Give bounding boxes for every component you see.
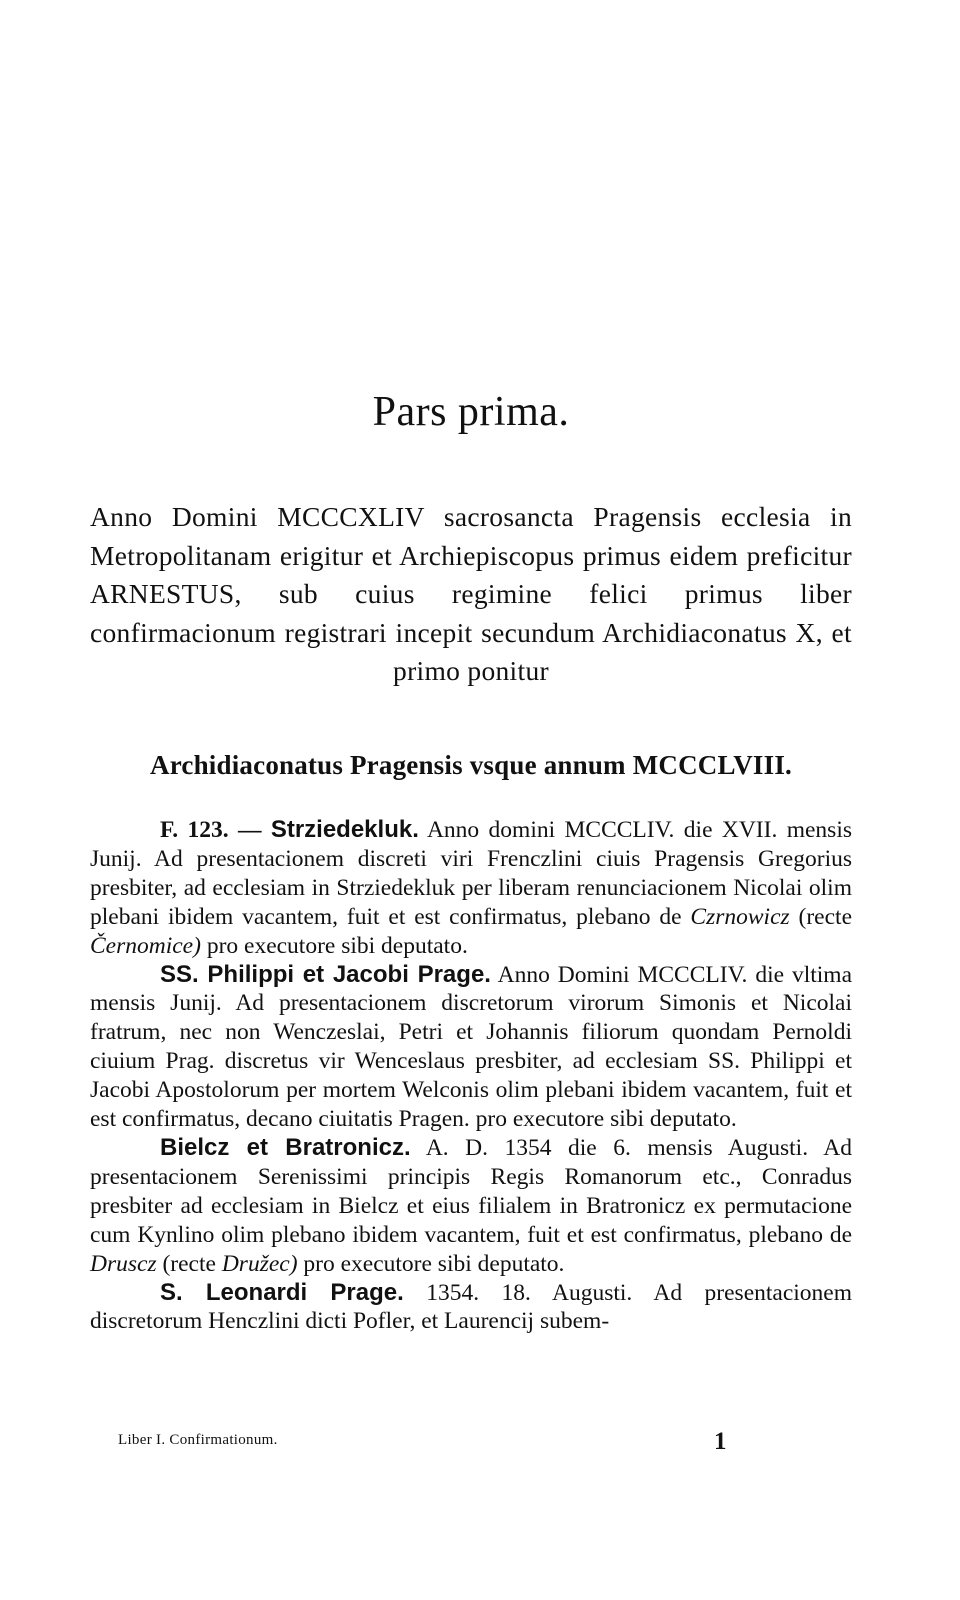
page-footer-book-title: Liber I. Confirmationum.: [118, 1432, 278, 1448]
entry-text: pro executore sibi deputato.: [297, 1250, 565, 1277]
section-title: Archidiaconatus Pragensis vsque annum MCCCLVIII.: [150, 750, 792, 780]
entry-strziedekluk: [90, 816, 852, 961]
entry-italic-place: Druscz: [90, 1250, 157, 1277]
entry-italic-place: Družec): [221, 1250, 298, 1277]
intro-paragraph: Anno Domini MCCCXLIV sacrosancta Pragensis ecclesia in Metropolitanam erigitur et Archiepiscopus primus eidem preficitur ARNESTUS, sub cuius regimine felici primus liber confirmacionum registrari incepit secundum Archidiaconatus X, et primo ponitur: [90, 501, 852, 686]
entry-folio-prefix: F. 123. —: [160, 817, 271, 843]
entry-text: Anno Domini MCCCLIV. die vltima mensis Junij. Ad presentacionem discretorum virorum Simonis et Nicolai fratrum, nec non Wenczeslai, Petri et Johannis filiorum quondam Pernoldi ciuium Prag. discretus vir Wenceslaus presbiter, ad ecclesiam SS. Philippi et Jacobi Apostolorum per mortem Welconis olim plebani ibidem vacantem, fuit et est confirmatus, decano ciuitatis Pragen. pro executore sibi deputato.: [90, 961, 852, 1133]
part-title: Pars prima.: [372, 389, 570, 435]
document-page: [90, 0, 852, 1600]
entry-italic-place: Czrnowicz: [690, 903, 790, 930]
entry-text: (recte: [789, 903, 852, 930]
entry-heading: SS. Philippi et Jacobi Prage.: [160, 960, 491, 988]
entry-text: Anno domini MCCCLIV. die XVII. mensis Junij. Ad presentacionem discreti viri Frenczlini ciuis Pragensis Gregorius presbiter, ad ecclesiam in Strziedekluk per liberam renunciacionem Nicolai olim plebani ibidem vacantem, fuit et est confirmatus, plebano de: [90, 817, 852, 930]
entry-bielcz-et-bratronicz: [90, 1134, 852, 1279]
entry-text: (recte: [156, 1250, 222, 1277]
page-number: 1: [714, 1428, 727, 1455]
entry-text: 1354. 18. Augusti. Ad presentacionem discretorum Henczlini dicti Pofler, et Laurencij subem-: [90, 1279, 853, 1335]
entry-ss-philippi-et-jacobi: [90, 961, 852, 1134]
entry-heading: Strziedekluk.: [270, 816, 419, 843]
entry-italic-place: Černomice): [90, 932, 201, 959]
entries-list: [90, 816, 852, 1336]
entry-heading: S. Leonardi Prage.: [160, 1278, 404, 1306]
entry-text: A. D. 1354 die 6. mensis Augusti. Ad presentacionem Serenissimi principis Regis Romanorum etc., Conradus presbiter ad ecclesiam in Bielcz et eius filialem in Bratronicz ex permutacione cum Kynlino olim plebano ibidem vacantem, fuit et est confirmatus, plebano de: [90, 1134, 853, 1248]
entry-s-leonardi: [90, 1279, 852, 1337]
entry-text: pro executore sibi deputato.: [200, 932, 468, 959]
entry-heading: Bielcz et Bratronicz.: [160, 1133, 411, 1161]
